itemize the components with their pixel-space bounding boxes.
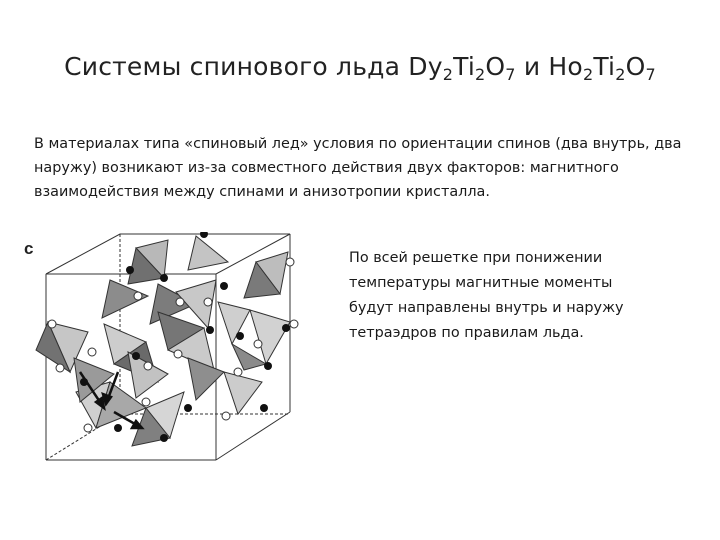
crystal-structure-figure <box>18 232 334 467</box>
side-paragraph: По всей решетке при понижении температуры магнитные моменты будут направлены внутрь и наружу тетраэдров по правилам льда. <box>349 250 624 341</box>
intro-paragraph: В материалах типа «спиновый лед» условия по ориентации спинов (два внутрь, два наружу) возникают из-за совместного действия двух факторов: магнитного взаимодействия между спинами и анизотропии кристалла. <box>34 136 682 200</box>
pyrochlore-lattice-diagram <box>18 232 334 467</box>
slide-title: Системы спинового льда $Dy_2Ti_2O_7$ и $Ho_2Ti_2O_7$ <box>64 52 656 84</box>
figure-label: c <box>24 239 34 258</box>
